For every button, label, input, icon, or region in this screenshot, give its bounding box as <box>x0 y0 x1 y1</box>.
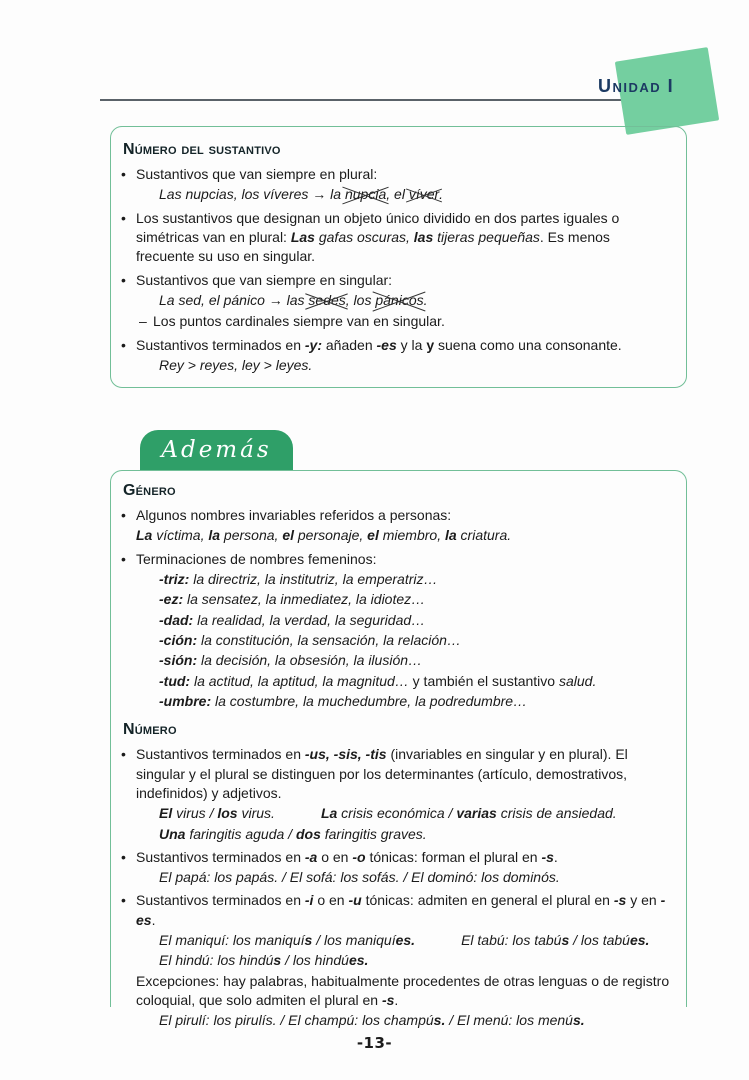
unit-badge <box>598 48 714 134</box>
line-text <box>136 848 672 867</box>
text-segment: El maniquí: los maniquí <box>159 932 305 949</box>
text-segment: Sustantivos terminados en <box>136 892 305 909</box>
bullet-item <box>121 336 672 355</box>
text-segment: El tabú: los tabú <box>461 932 562 949</box>
text-segment: es. <box>395 932 416 949</box>
text-segment: El <box>159 805 173 822</box>
text-segment: -triz: <box>159 571 190 588</box>
text-segment: , los <box>345 291 376 308</box>
text-segment: la decisión, la obsesión, la ilusión… <box>197 652 423 669</box>
example-line <box>121 291 672 310</box>
text-segment: y <box>426 336 435 353</box>
line-text <box>136 526 672 545</box>
line-text <box>136 891 672 930</box>
text-segment: Las <box>290 229 315 246</box>
line-text <box>159 651 672 670</box>
text-segment: La sed, el pánico → las <box>159 291 309 308</box>
text-segment: tijeras pequeñas <box>433 229 540 246</box>
example-line <box>121 356 672 375</box>
text-segment: / El menú: los menú <box>445 1012 573 1029</box>
text-segment: . <box>423 291 428 308</box>
text-segment: / los hindú <box>281 952 349 969</box>
text-segment: personaje, <box>294 527 368 544</box>
text-segment: y en <box>626 892 661 909</box>
text-line <box>121 972 672 1011</box>
line-text <box>159 804 672 823</box>
text-segment: Rey > reyes, ley > leyes. <box>159 356 313 373</box>
example-line <box>121 825 672 844</box>
text-segment: , el <box>386 186 409 203</box>
bullet-item <box>121 745 672 803</box>
line-text <box>159 951 672 970</box>
text-segment: / los maniquí <box>312 932 396 949</box>
bullet-item <box>121 271 672 290</box>
line-text <box>136 209 672 267</box>
text-segment: salud. <box>558 672 597 689</box>
line-text <box>136 972 672 1011</box>
text-segment: es. <box>348 952 369 969</box>
text-segment: dos <box>295 825 321 842</box>
text-segment: miembro, <box>378 527 445 544</box>
text-segment: . <box>394 992 399 1009</box>
text-segment: s. <box>433 1012 446 1029</box>
ademas-label: Además <box>161 436 272 463</box>
text-segment: el <box>282 527 294 544</box>
text-segment: / los tabú <box>569 932 630 949</box>
text-segment: -sión: <box>159 652 198 669</box>
example-line <box>121 631 672 650</box>
line-text <box>136 165 672 184</box>
line-text <box>159 868 672 887</box>
text-segment: la sensatez, la inmediatez, la idiotez… <box>183 591 426 608</box>
line-text <box>136 745 672 803</box>
text-segment: -umbre: <box>159 692 212 709</box>
text-segment: Una <box>159 825 186 842</box>
text-segment: varias <box>456 805 497 822</box>
crossed-out-word: nupcia <box>345 185 386 204</box>
text-segment: -s <box>613 892 627 909</box>
example-line <box>121 931 672 950</box>
text-segment: o en <box>313 892 349 909</box>
text-segment: Excepciones: hay palabras, habitualmente procedentes de otras lenguas o de registro coloquial, que solo admiten el plural en <box>136 972 670 1009</box>
text-segment: Los sustantivos que designan un objeto único dividido en dos partes iguales o simétricas van en plural: <box>136 209 620 246</box>
text-segment: la <box>208 527 221 544</box>
line-text <box>159 631 672 650</box>
text-segment: víctima, <box>152 527 209 544</box>
text-segment: s. <box>572 1012 585 1029</box>
example-line <box>121 672 672 691</box>
text-segment: El pirulí: los pirulís. / El champú: los champú <box>159 1012 434 1029</box>
bullet-item <box>121 165 672 184</box>
section-heading-numero: Número <box>123 721 177 739</box>
example-line <box>121 868 672 887</box>
text-segment: Los puntos cardinales siempre van en singular. <box>153 313 445 330</box>
text-segment: las <box>413 229 434 246</box>
line-text <box>159 570 672 589</box>
example-line <box>121 1011 672 1030</box>
text-segment: -s <box>541 848 554 865</box>
text-segment: El hindú: los hindú <box>159 952 274 969</box>
bullet-item <box>121 550 672 569</box>
text-segment: s <box>273 952 282 969</box>
bullet-marker: • <box>121 507 126 524</box>
text-segment: o en <box>317 848 353 865</box>
example-line <box>121 185 672 204</box>
text-segment: . <box>553 848 558 865</box>
example-line <box>121 611 672 630</box>
bullet-marker: • <box>121 209 126 226</box>
text-segment: los <box>217 805 238 822</box>
numero-content <box>121 745 672 1030</box>
text-segment: La <box>136 527 153 544</box>
bullet-item <box>121 891 672 930</box>
text-segment: Las nupcias, los víveres → la <box>159 186 345 203</box>
text-segment: -es <box>376 336 397 353</box>
bullet-item <box>121 848 672 867</box>
dash-marker: – <box>139 313 147 330</box>
line-text <box>159 356 672 375</box>
text-segment: faringitis graves. <box>320 825 427 842</box>
text-segment: Sustantivos terminados en <box>136 848 305 865</box>
line-text <box>136 336 672 355</box>
text-segment: s <box>304 932 313 949</box>
text-segment: virus / <box>172 805 218 822</box>
text-segment: la <box>444 527 457 544</box>
text-segment: Terminaciones de nombres femeninos: <box>136 550 377 567</box>
text-segment: . Es menos frecuente su uso en singular. <box>136 229 610 265</box>
line-text <box>136 506 672 525</box>
ademas-tab <box>140 430 293 471</box>
line-text <box>159 291 672 310</box>
text-segment: Sustantivos que van siempre en singular: <box>136 271 393 288</box>
example-line <box>121 692 672 711</box>
text-segment: El papá: los papás. / El sofá: los sofás. / El dominó: los dominós. <box>159 869 560 886</box>
text-segment: suena como una consonante. <box>434 336 622 353</box>
text-segment: -us, -sis, -tis <box>304 746 387 763</box>
line-text <box>159 692 672 711</box>
text-segment: el <box>367 527 379 544</box>
text-segment: -u <box>348 892 362 909</box>
text-segment: -es <box>136 892 666 928</box>
example-line <box>121 804 672 823</box>
example-line <box>121 651 672 670</box>
text-segment: la directriz, la institutriz, la emperatriz… <box>189 571 438 588</box>
bullet-marker: • <box>121 336 126 353</box>
line-text <box>159 1011 672 1030</box>
example-line <box>121 590 672 609</box>
header-divider <box>100 99 657 101</box>
text-segment: tónicas: admiten en general el plural en <box>361 892 614 909</box>
crossed-out-word: pánicos <box>375 291 423 310</box>
line-text <box>159 185 672 204</box>
text-segment: la costumbre, la muchedumbre, la podredumbre… <box>211 692 528 709</box>
bullet-marker: • <box>121 848 126 865</box>
line-text <box>136 271 672 290</box>
text-segment: -i <box>304 892 314 909</box>
text-segment: la realidad, la verdad, la seguridad… <box>193 611 426 628</box>
bullet-marker: • <box>121 746 126 763</box>
text-segment: -y: <box>304 336 322 353</box>
line-text <box>159 931 672 950</box>
text-segment: . <box>439 186 444 203</box>
bullet-item <box>121 506 672 525</box>
text-segment: la actitud, la aptitud, la magnitud… <box>190 672 409 689</box>
text-segment: tónicas: forman el plural en <box>365 848 542 865</box>
line-text <box>159 672 672 691</box>
bullet-item <box>121 209 672 267</box>
page-number: -13- <box>356 1034 393 1052</box>
text-segment: persona, <box>220 527 283 544</box>
text-segment: Algunos nombres invariables referidos a personas: <box>136 507 452 524</box>
text-segment: -ción: <box>159 631 198 648</box>
text-segment: faringitis aguda / <box>185 825 296 842</box>
text-segment: Sustantivos terminados en <box>136 746 305 763</box>
line-text <box>159 611 672 630</box>
line-text <box>159 825 672 844</box>
section-heading-genero: Género <box>123 482 176 499</box>
bullet-marker: • <box>121 892 126 909</box>
ademas-section <box>110 470 687 1029</box>
example-line <box>121 570 672 589</box>
line-text <box>153 312 672 331</box>
dash-item <box>121 312 672 331</box>
text-segment: Sustantivos que van siempre en plural: <box>136 166 378 183</box>
text-segment: -ez: <box>159 591 184 608</box>
text-segment: -tud: <box>159 672 191 689</box>
text-segment: -a <box>304 848 318 865</box>
text-segment: virus. <box>237 805 275 822</box>
example-line <box>121 951 672 970</box>
line-text <box>136 550 672 569</box>
text-segment: gafas oscuras, <box>314 229 414 246</box>
numero-del-sustantivo-content <box>121 165 672 375</box>
text-segment: crisis de ansiedad. <box>496 805 617 822</box>
text-segment: (invariables en singular y en plural). El singular y el plural se distinguen por los determinantes (artículo, demostrativos, indefinidos) y adjetivos. <box>136 746 628 801</box>
text-segment: criatura. <box>456 527 512 544</box>
line-text <box>159 590 672 609</box>
text-segment: y la <box>396 336 427 353</box>
text-segment: -o <box>352 848 366 865</box>
text-segment: -dad: <box>159 611 194 628</box>
text-segment: -s <box>381 992 395 1009</box>
bullet-marker: • <box>121 550 126 567</box>
crossed-out-word: sedes <box>308 291 345 310</box>
section-heading-numero-del-sustantivo: Número del sustantivo <box>123 141 281 158</box>
crossed-out-word: víver <box>409 185 439 204</box>
text-segment: es. <box>629 932 650 949</box>
bullet-marker: • <box>121 271 126 288</box>
text-segment: . <box>151 911 156 928</box>
text-segment: La <box>320 805 338 822</box>
text-segment: crisis económica / <box>337 805 457 822</box>
text-segment: la constitución, la sensación, la relación… <box>197 631 461 648</box>
text-segment: s <box>561 932 570 949</box>
numero-del-sustantivo-section <box>110 126 687 388</box>
bullet-marker: • <box>121 166 126 183</box>
unit-title: Unidad I <box>598 76 675 96</box>
text-segment: Sustantivos terminados en <box>136 336 305 353</box>
text-line <box>121 526 672 545</box>
text-segment: y también el sustantivo <box>408 672 559 689</box>
genero-content <box>121 506 672 711</box>
text-segment: añaden <box>322 336 377 353</box>
